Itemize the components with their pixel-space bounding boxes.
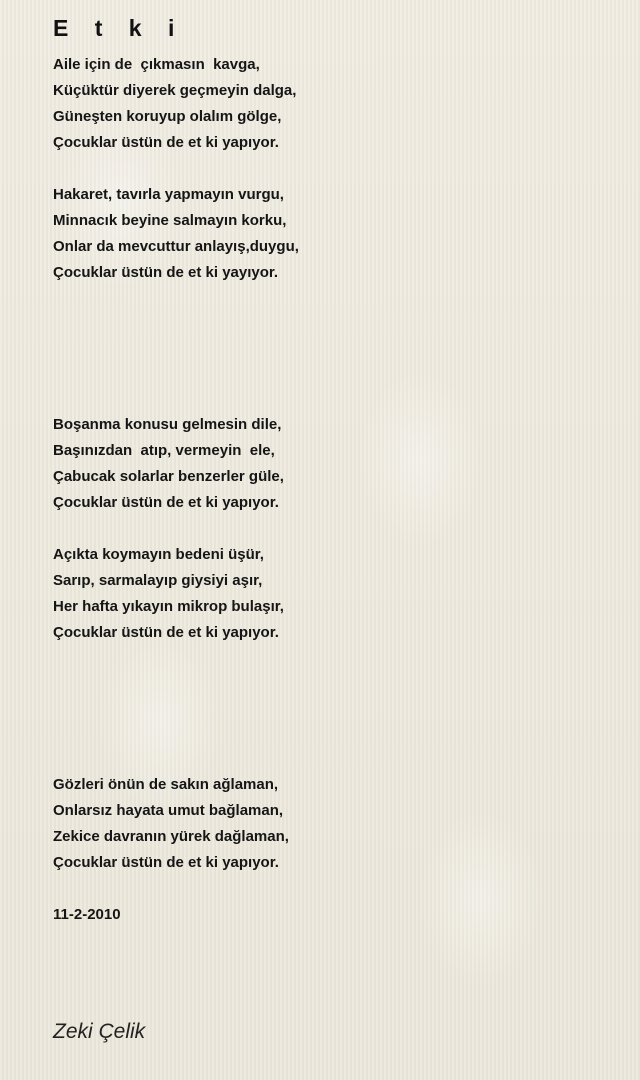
poem-author: Zeki Çelik	[53, 1020, 146, 1043]
poem-line: Gözleri önün de sakın ağlaman,	[53, 776, 279, 793]
stanza-2	[53, 182, 613, 286]
poem-date: 11-2-2010	[53, 906, 121, 923]
poem-line: Minnacık beyine salmayın korku,	[53, 212, 287, 229]
poem-line: Onlar da mevcuttur anlayış,duygu,	[53, 238, 299, 255]
poem-line: Boşanma konusu gelmesin dile,	[53, 416, 282, 433]
poem-line: Çocuklar üstün de et ki yapıyor.	[53, 134, 279, 151]
stanza-4	[53, 542, 613, 646]
poem-line: Güneşten koruyup olalım gölge,	[53, 108, 282, 125]
poem-line: Onlarsız hayata umut bağlaman,	[53, 802, 284, 819]
poem-page	[53, 0, 613, 1046]
poem-line: Her hafta yıkayın mikrop bulaşır,	[53, 598, 284, 615]
stanza-5	[53, 772, 613, 876]
poem-line: Çocuklar üstün de et ki yapıyor.	[53, 494, 279, 511]
poem-line: Çocuklar üstün de et ki yayıyor.	[53, 264, 279, 281]
poem-line: Aile için de çıkmasın kavga,	[53, 56, 260, 73]
poem-line: Sarıp, sarmalayıp giysiyi aşır,	[53, 572, 263, 589]
poem-line: Başınızdan atıp, vermeyin ele,	[53, 442, 275, 459]
poem-line: Küçüktür diyerek geçmeyin dalga,	[53, 82, 297, 99]
poem-line: Hakaret, tavırla yapmayın vurgu,	[53, 186, 284, 203]
poem-line: Açıkta koymayın bedeni üşür,	[53, 546, 264, 563]
stanza-1	[53, 52, 613, 156]
poem-line: Çocuklar üstün de et ki yapıyor.	[53, 854, 279, 871]
poem-line: Çabucak solarlar benzerler güle,	[53, 468, 284, 485]
poem-title: E t k i	[53, 15, 185, 41]
stanza-3	[53, 412, 613, 516]
poem-line: Çocuklar üstün de et ki yapıyor.	[53, 624, 279, 641]
poem-line: Zekice davranın yürek dağlaman,	[53, 828, 289, 845]
